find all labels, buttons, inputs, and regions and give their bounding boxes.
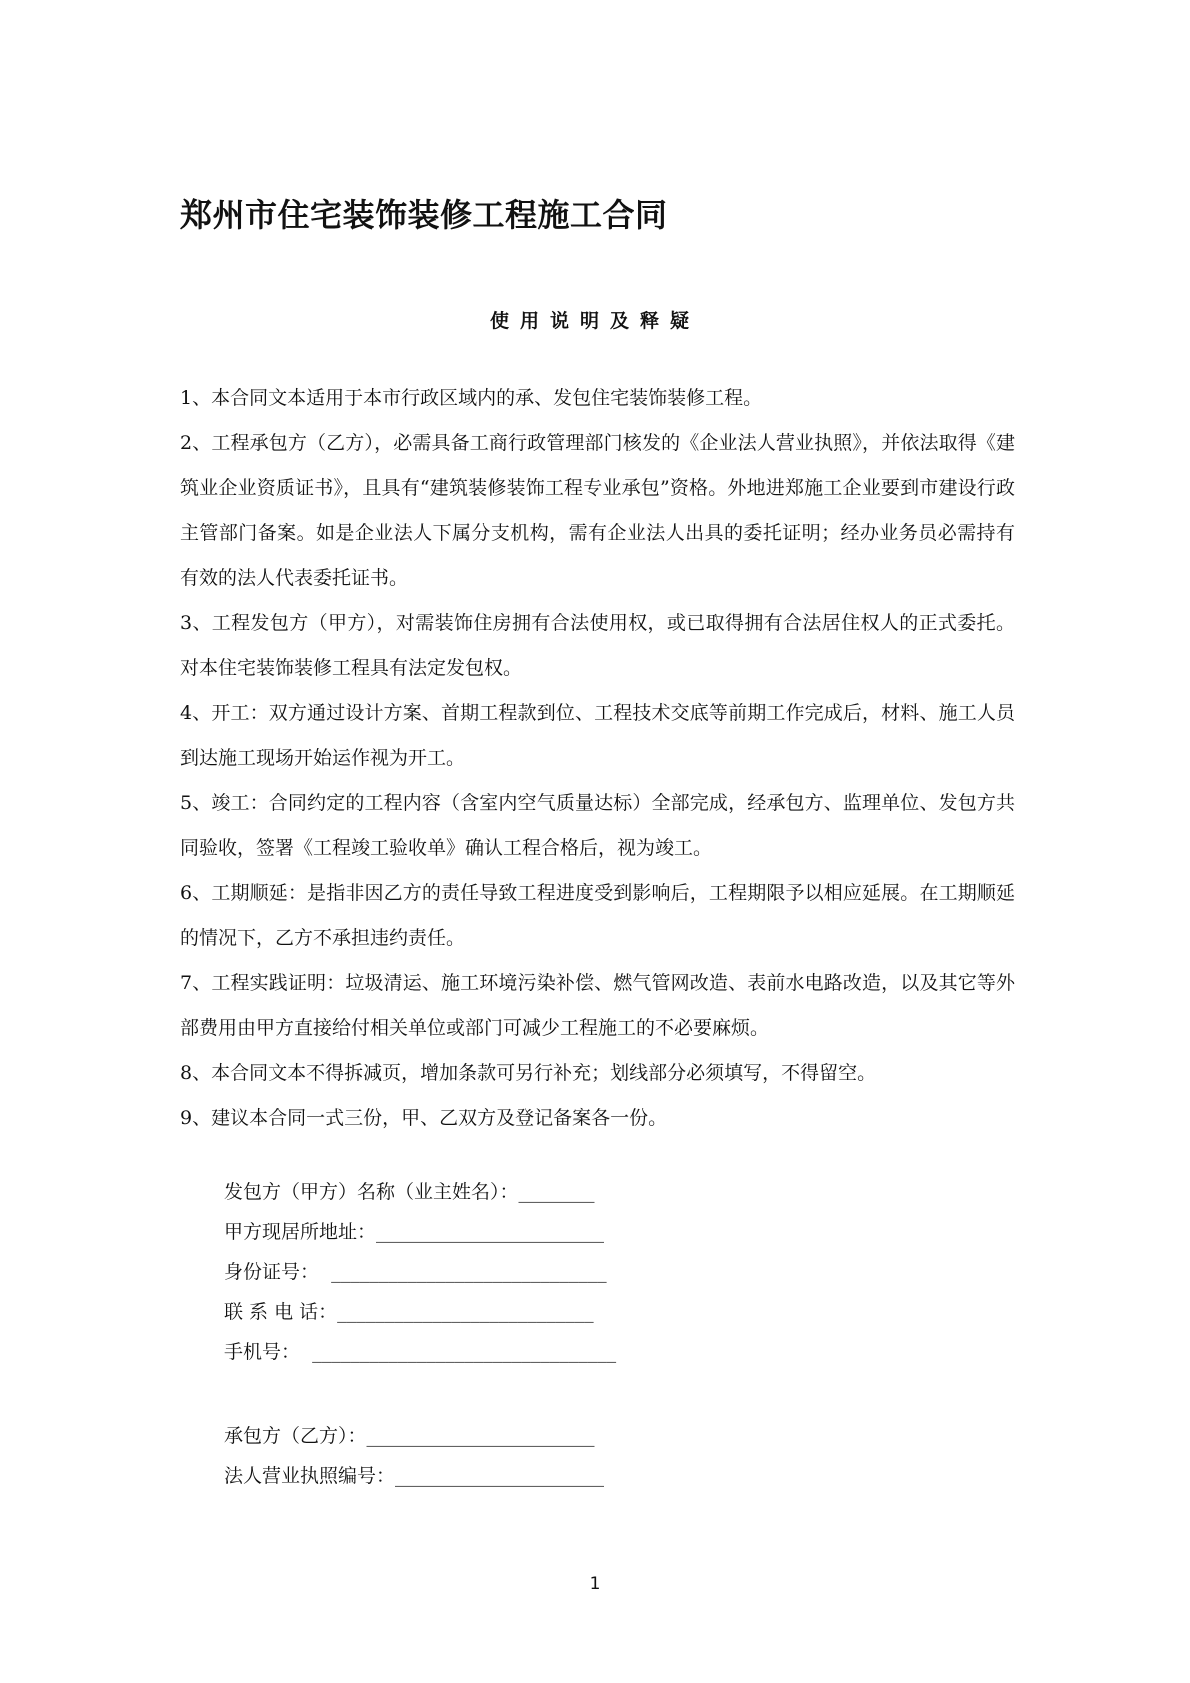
instruction-item-8: 8、本合同文本不得拆减页，增加条款可另行补充；划线部分必须填写，不得留空。 [180, 1062, 877, 1084]
page-number: 1 [589, 1574, 601, 1594]
instruction-item-9: 9、建议本合同一式三份，甲、乙双方及登记备案各一份。 [180, 1107, 668, 1129]
fill-in-blank: ________________________ [376, 1221, 605, 1243]
party-a-name-field [224, 1172, 616, 1212]
instruction-item-4: 4、开工：双方通过设计方案、首期工程款到位、工程技术交底等前期工作完成后，材料、施工人员到达施工现场开始运作视为开工。 [180, 702, 1015, 769]
spacer [224, 1372, 616, 1416]
field-label: 甲方现居所地址： [224, 1221, 377, 1243]
mobile-field [224, 1332, 616, 1372]
section-heading: 使用说明及释疑 [489, 310, 700, 332]
fill-in-blank: ________ [518, 1181, 595, 1203]
instruction-item-7: 7、工程实践证明：垃圾清运、施工环境污染补偿、燃气管网改造、表前水电路改造，以及其它等外部费用由甲方直接给付相关单位或部门可减少工程施工的不必要麻烦。 [180, 972, 1015, 1039]
instruction-item-1: 1、本合同文本适用于本市行政区域内的承、发包住宅装饰装修工程。 [180, 387, 763, 409]
phone-field [224, 1292, 616, 1332]
instructions-body [180, 376, 1015, 1141]
field-label: 法人营业执照编号： [224, 1465, 396, 1487]
instruction-item-3: 3、工程发包方（甲方），对需装饰住房拥有合法使用权，或已取得拥有合法居住权人的正式委托。对本住宅装饰装修工程具有法定发包权。 [180, 612, 1015, 679]
fill-in-blank: ___________________________ [337, 1301, 594, 1323]
instruction-item-2: 2、工程承包方（乙方），必需具备工商行政管理部门核发的《企业法人营业执照》，并依法取得《建筑业企业资质证书》，且具有“建筑装修装饰工程专业承包”资格。外地进郑施工企业要到市建设行政主管部门备案。如是企业法人下属分支机构，需有企业法人出具的委托证明；经办业务员必需持有有效的法人代表委托证书。 [180, 432, 1015, 589]
business-license-field [224, 1456, 616, 1496]
instruction-item-6: 6、工期顺延：是指非因乙方的责任导致工程进度受到影响后，工程期限予以相应延展。在工期顺延的情况下，乙方不承担违约责任。 [180, 882, 1015, 949]
fill-in-blank: ________________________ [366, 1425, 595, 1447]
id-number-field [224, 1252, 616, 1292]
instruction-item-5: 5、竣工：合同约定的工程内容（含室内空气质量达标）全部完成，经承包方、监理单位、发包方共同验收，签署《工程竣工验收单》确认工程合格后，视为竣工。 [180, 792, 1015, 859]
party-a-address-field [224, 1212, 616, 1252]
field-label: 联 系 电 话： [224, 1301, 338, 1323]
field-label: 承包方（乙方）： [224, 1425, 367, 1447]
document-title: 郑州市住宅装饰装修工程施工合同 [180, 196, 668, 234]
party-b-name-field [224, 1416, 616, 1456]
field-label: 发包方（甲方）名称（业主姓名）： [224, 1181, 519, 1203]
field-label: 身份证号： [224, 1261, 320, 1283]
field-label: 手机号： [224, 1341, 301, 1363]
fill-in-blank: ______________________ [395, 1465, 605, 1487]
signature-fields [224, 1172, 616, 1496]
fill-in-blank: _____________________________ [319, 1261, 607, 1283]
fill-in-blank: ________________________________ [300, 1341, 617, 1363]
